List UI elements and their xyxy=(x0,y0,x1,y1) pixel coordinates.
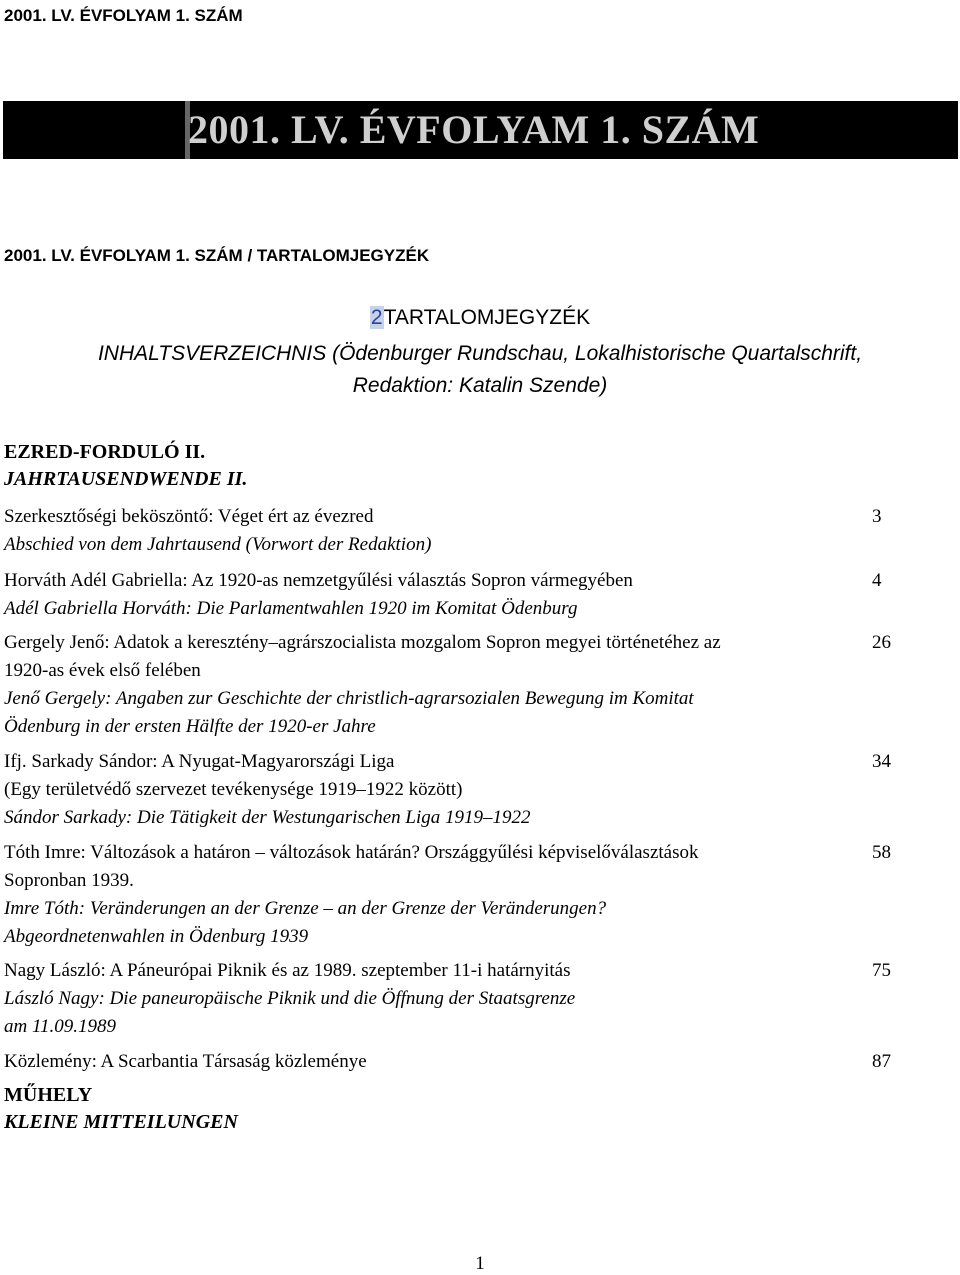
page-number: 1 xyxy=(475,1253,485,1274)
toc-entry-page-number: 3 xyxy=(872,506,882,527)
toc-entry-german-title: Abschied von dem Jahrtausend (Vorwort der Redaktion) xyxy=(4,534,432,555)
toc-entry xyxy=(4,567,844,623)
document-header-title: 2001. LV. ÉVFOLYAM 1. SZÁM xyxy=(4,6,243,25)
toc-entry-title: Közlemény: A Scarbantia Társaság közleménye xyxy=(4,1051,367,1072)
toc-entry-page-number: 26 xyxy=(872,632,891,653)
toc-entry-german-title: Sándor Sarkady: Die Tätigkeit der Westungarischen Liga 1919–1922 xyxy=(4,807,531,828)
toc-entry-page-number: 34 xyxy=(872,751,891,772)
toc-entry-german-title: Jenő Gergely: Angaben zur Geschichte der christlich-agrarsozialen Bewegung im Komitat xyxy=(4,688,694,709)
toc-entry-page-number: 75 xyxy=(872,960,891,981)
toc-entry-german-title: Abgeordnetenwahlen in Ödenburg 1939 xyxy=(4,926,309,947)
toc-entry-german-title: László Nagy: Die paneuropäische Piknik und die Öffnung der Staatsgrenze xyxy=(4,988,576,1009)
section-heading: MŰHELY xyxy=(4,1084,93,1106)
toc-subtitle-line: INHALTSVERZEICHNIS (Ödenburger Rundschau, Lokalhistorische Quartalschrift, xyxy=(97,342,863,365)
toc-heading-text: TARTALOMJEGYZÉK xyxy=(383,306,591,329)
section-heading-german: JAHRTAUSENDWENDE II. xyxy=(4,468,248,490)
toc-entry-title: Szerkesztőségi beköszöntő: Véget ért az évezred xyxy=(4,506,374,527)
toc-entry-title: Nagy László: A Páneurópai Piknik és az 1989. szeptember 11-i határnyitás xyxy=(4,960,571,981)
toc-entry-page-number: 87 xyxy=(872,1051,891,1072)
banner-title: 2001. LV. ÉVFOLYAM 1. SZÁM xyxy=(188,107,760,152)
toc-entry-german-title: Imre Tóth: Veränderungen an der Grenze – an der Grenze der Veränderungen? xyxy=(4,898,607,919)
toc-subtitle xyxy=(0,338,960,402)
toc-entry xyxy=(4,839,844,951)
toc-entry xyxy=(4,1048,844,1076)
toc-entry-page-number: 58 xyxy=(872,842,891,863)
section-heading: EZRED-FORDULÓ II. xyxy=(4,441,206,463)
toc-entry-title: 1920-as évek első felében xyxy=(4,660,201,681)
section-heading-german: KLEINE MITTEILUNGEN xyxy=(4,1111,238,1133)
toc-entry-title: Ifj. Sarkady Sándor: A Nyugat-Magyarországi Liga xyxy=(4,751,395,772)
toc-subtitle-line: Redaktion: Katalin Szende) xyxy=(352,374,608,397)
breadcrumb: 2001. LV. ÉVFOLYAM 1. SZÁM / TARTALOMJEGYZÉK xyxy=(4,246,430,265)
toc-entry-page-number: 4 xyxy=(872,570,882,591)
toc-entry-title: Gergely Jenő: Adatok a keresztény–agrárszocialista mozgalom Sopron megyei történetéhez az xyxy=(4,632,721,653)
toc-entry-title: Horváth Adél Gabriella: Az 1920-as nemzetgyűlési választás Sopron vármegyében xyxy=(4,570,633,591)
toc-entry-title: Tóth Imre: Változások a határon – változások határán? Országgyűlési képviselőválasztások xyxy=(4,842,699,863)
toc-entry-german-title: am 11.09.1989 xyxy=(4,1016,117,1037)
toc-page-marker[interactable]: 2 xyxy=(370,306,383,329)
toc-entry xyxy=(4,503,844,559)
toc-entry xyxy=(4,629,844,741)
toc-entry xyxy=(4,957,844,1041)
toc-entry-german-title: Ödenburg in der ersten Hälfte der 1920-er Jahre xyxy=(4,716,376,737)
toc-heading xyxy=(0,306,960,330)
toc-entry-german-title: Adél Gabriella Horváth: Die Parlamentwahlen 1920 im Komitat Ödenburg xyxy=(4,598,578,619)
toc-entry xyxy=(4,748,844,832)
toc-entry-title: Sopronban 1939. xyxy=(4,870,134,891)
toc-entry-title: (Egy területvédő szervezet tevékenysége 1919–1922 között) xyxy=(4,779,463,800)
